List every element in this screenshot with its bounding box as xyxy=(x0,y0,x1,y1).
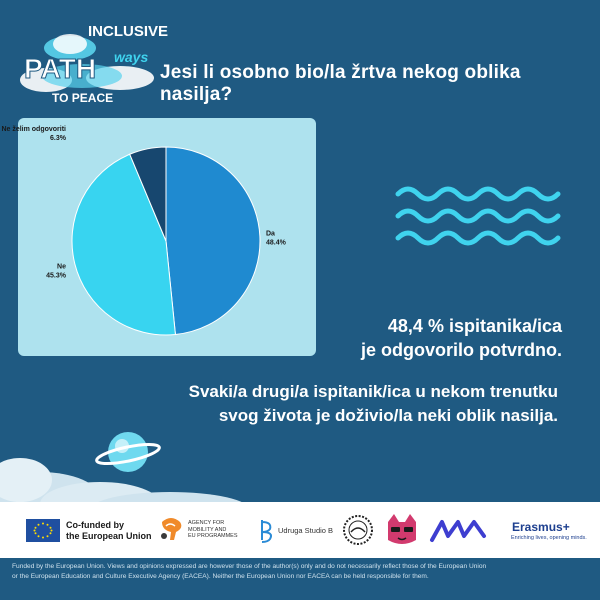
partners-bar xyxy=(0,502,600,558)
logo-to-peace-text: TO PEACE xyxy=(52,91,114,105)
pie-slice-1 xyxy=(166,147,260,335)
disclaimer-line-2: or the European Education and Culture Executive Agency (EACEA). Neither the European Union nor EACEA can be held responsible for them. xyxy=(12,573,429,580)
pie-label-value-3: 6.3% xyxy=(50,135,66,143)
pie-label-category-1: Da xyxy=(266,230,275,238)
logo-inclusive-text: INCLUSIVE xyxy=(88,23,169,40)
logo-ways-text: ways xyxy=(114,49,149,65)
studio-b-logo-icon xyxy=(258,518,274,544)
eu-line-2: the European Union xyxy=(66,531,152,541)
agency-line-3: EU PROGRAMMES xyxy=(188,533,238,539)
cat-logo-icon xyxy=(384,512,420,548)
zigzag-logo-icon xyxy=(430,518,486,544)
chart-card xyxy=(1,118,316,356)
pie-chart xyxy=(1,118,316,356)
pie-slices xyxy=(72,147,260,335)
waves-decoration xyxy=(396,184,566,254)
eu-cofunded-text xyxy=(66,520,152,542)
erasmus-tagline: Enriching lives, opening minds. xyxy=(511,535,587,541)
statistic-text xyxy=(361,314,562,362)
logo-path-text: PATH xyxy=(24,53,97,84)
studio-b-text: Udruga Studio B xyxy=(278,526,334,535)
summary-line-2: svog života je doživio/la neki oblik nasilja. xyxy=(218,406,558,425)
logo-graphic xyxy=(16,14,169,106)
pie-label-category-2: Ne xyxy=(57,263,66,271)
survey-question: Jesi li osobno bio/la žrtva nekog oblika nasilja? xyxy=(160,62,521,105)
inclusive-pathways-logo xyxy=(16,14,169,106)
statistic-line-1: 48,4 % ispitanika/ica xyxy=(387,316,562,336)
agency-text xyxy=(188,520,238,540)
partner-circle-logo-icon xyxy=(342,514,374,546)
eu-flag-icon xyxy=(26,519,60,542)
eu-line-1: Co-funded by xyxy=(66,520,124,530)
disclaimer-text xyxy=(12,562,592,582)
statistic-line-2: je odgovorilo potvrdno. xyxy=(361,340,562,360)
pie-label-category-3: Ne želim odgovoriti xyxy=(1,126,66,134)
erasmus-logo-text: Erasmus+ xyxy=(512,520,570,534)
agency-line-1: AGENCY FOR xyxy=(188,520,225,526)
pie-label-value-2: 45.3% xyxy=(46,272,66,280)
agency-logo-icon xyxy=(158,516,184,544)
pie-label-value-1: 48.4% xyxy=(266,239,286,247)
agency-line-2: MOBILITY AND xyxy=(188,526,227,533)
summary-line-1: Svaki/a drugi/a ispitanik/ica u nekom trenutku xyxy=(188,382,558,401)
disclaimer-line-1: Funded by the European Union. Views and opinions expressed are however those of the author(s) only and do not necessarily reflect those of the European Union xyxy=(12,563,487,570)
